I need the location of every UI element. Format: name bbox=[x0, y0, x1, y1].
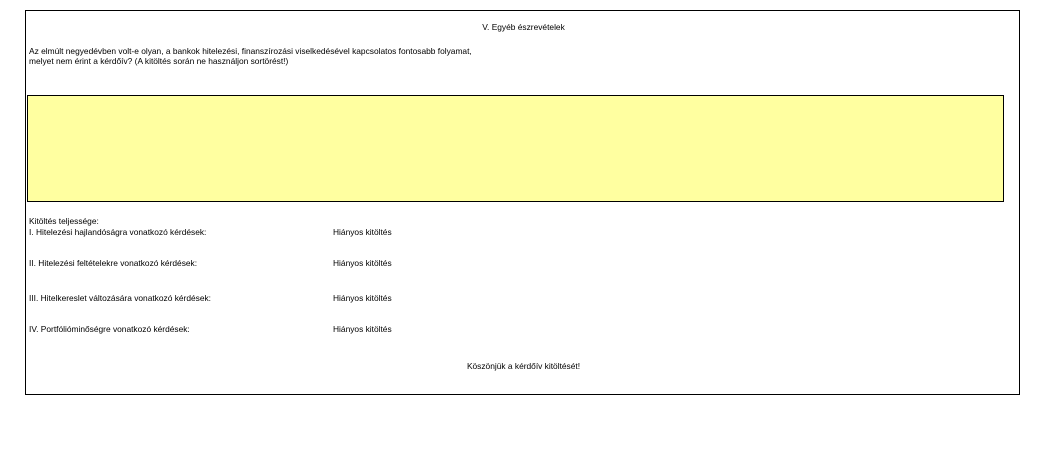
thank-you-message: Köszönjük a kérdőív kitöltését! bbox=[466, 361, 581, 371]
comments-answer-field[interactable] bbox=[27, 95, 1004, 202]
completeness-row-label: IV. Portfólióminőségre vonatkozó kérdések: bbox=[29, 324, 190, 334]
completeness-row-status: Hiányos kitöltés bbox=[333, 227, 392, 237]
completeness-row-status: Hiányos kitöltés bbox=[333, 293, 392, 303]
completeness-row-label: I. Hitelezési hajlandóságra vonatkozó kérdések: bbox=[29, 227, 207, 237]
completeness-row-status: Hiányos kitöltés bbox=[333, 258, 392, 268]
section-title: V. Egyéb észrevételek bbox=[482, 22, 565, 32]
completeness-heading: Kitöltés teljessége: bbox=[29, 216, 99, 226]
completeness-row-label: II. Hitelezési feltételekre vonatkozó kérdések: bbox=[29, 258, 198, 268]
question-text-line-2: melyet nem érint a kérdőív? (A kitöltés során ne használjon sortörést!) bbox=[29, 56, 289, 66]
survey-section-sheet bbox=[25, 10, 1020, 395]
completeness-row-label: III. Hitelkereslet változására vonatkozó kérdések: bbox=[29, 293, 212, 303]
question-text-line-1: Az elmúlt negyedévben volt-e olyan, a bankok hitelezési, finanszírozási viselkedésével kapcsolatos fontosabb folyamat, bbox=[29, 46, 472, 56]
completeness-row-status: Hiányos kitöltés bbox=[333, 324, 392, 334]
